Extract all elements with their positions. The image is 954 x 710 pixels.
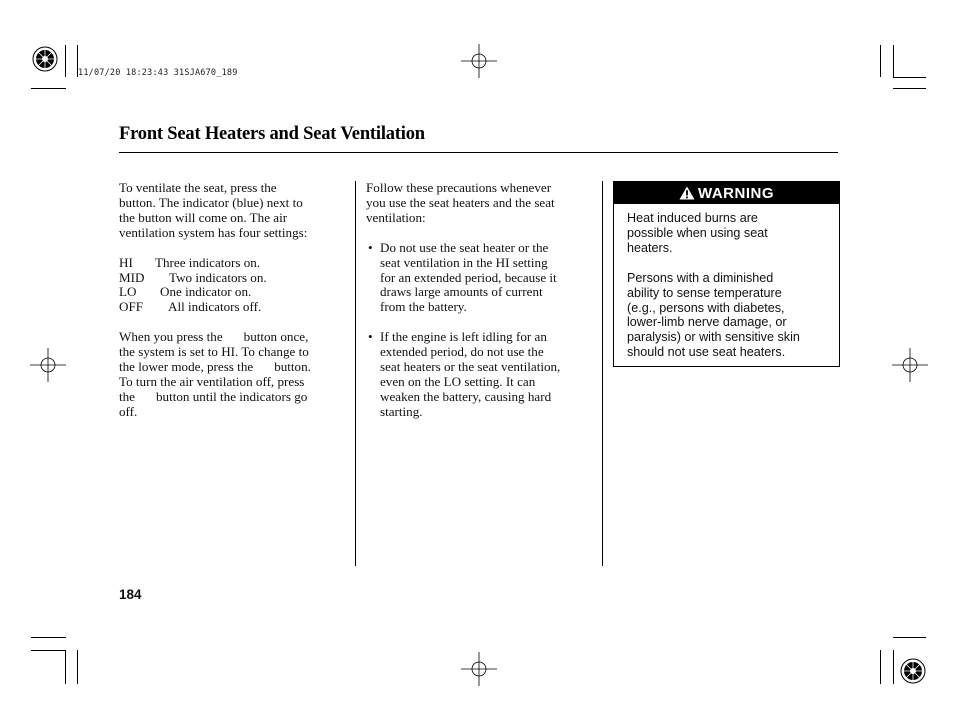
setting-row-off bbox=[119, 300, 351, 315]
para-line: To turn the air ventilation off, press bbox=[119, 373, 305, 389]
setting-desc: One indicator on. bbox=[160, 284, 252, 300]
setting-key: MID bbox=[119, 269, 145, 285]
crop-mark-line bbox=[893, 88, 926, 89]
para-line bbox=[119, 330, 351, 345]
bullet-line: for an extended period, because it bbox=[380, 269, 557, 285]
column-divider bbox=[355, 181, 356, 566]
crop-mark-line bbox=[31, 637, 66, 638]
registration-target-icon bbox=[31, 45, 59, 73]
warning-line: possible when using seat bbox=[627, 225, 768, 240]
crop-mark-line bbox=[77, 650, 78, 684]
warning-label: WARNING bbox=[698, 184, 774, 202]
setting-key: OFF bbox=[119, 299, 144, 315]
column-middle bbox=[366, 181, 598, 420]
crop-mark-line bbox=[31, 650, 66, 651]
intro-line: you use the seat heaters and the seat bbox=[366, 194, 555, 210]
warning-line: lower-limb nerve damage, or bbox=[627, 315, 787, 330]
bullet-line: even on the LO setting. It can bbox=[380, 373, 536, 389]
warning-line: Heat induced burns are bbox=[627, 211, 758, 225]
crop-mark-line bbox=[65, 45, 66, 77]
intro-line: button. The indicator (blue) next to bbox=[119, 194, 303, 210]
crosshair-mark-icon bbox=[461, 44, 497, 78]
setting-key: LO bbox=[119, 284, 137, 300]
setting-row-hi bbox=[119, 256, 351, 271]
intro-line: ventilation system has four settings: bbox=[119, 224, 308, 240]
bullet-line: If the engine is left idling for an bbox=[380, 329, 547, 345]
crop-mark-line bbox=[880, 45, 881, 77]
setting-desc: Two indicators on. bbox=[169, 269, 267, 285]
title-rule bbox=[119, 152, 838, 153]
para-line bbox=[119, 390, 351, 405]
crosshair-mark-icon bbox=[892, 348, 928, 382]
page-title: Front Seat Heaters and Seat Ventilation bbox=[119, 124, 425, 144]
bullet-line: seat heaters or the seat ventilation, bbox=[380, 359, 561, 375]
crop-mark-line bbox=[880, 650, 881, 684]
para-fragment: button until the indicators go bbox=[156, 388, 308, 404]
warning-line: (e.g., persons with diabetes, bbox=[627, 300, 785, 315]
column-left bbox=[119, 181, 351, 420]
crop-mark-line bbox=[893, 637, 926, 638]
crop-mark-line bbox=[893, 650, 894, 684]
bullet-line: Do not use the seat heater or the bbox=[380, 239, 549, 255]
warning-box bbox=[613, 181, 840, 367]
crop-mark-line bbox=[65, 650, 66, 684]
intro-line: ventilation: bbox=[366, 209, 426, 225]
intro-line: the button will come on. The air bbox=[119, 209, 288, 225]
warning-header bbox=[614, 182, 839, 204]
warning-text bbox=[614, 204, 839, 360]
warning-line: heaters. bbox=[627, 240, 673, 255]
para-fragment: the lower mode, press the bbox=[119, 359, 254, 375]
page-number: 184 bbox=[119, 587, 142, 602]
intro-line: Follow these precautions whenever bbox=[366, 180, 552, 195]
warning-triangle-icon bbox=[679, 186, 695, 200]
warning-line: paralysis) or with sensitive skin bbox=[627, 330, 800, 345]
bullet-line: from the battery. bbox=[380, 299, 467, 315]
setting-row-mid bbox=[119, 271, 351, 286]
column-divider bbox=[602, 181, 603, 566]
crop-mark-line bbox=[893, 77, 926, 78]
setting-row-lo bbox=[119, 285, 351, 300]
registration-target-icon bbox=[899, 657, 927, 685]
para-fragment: button once, bbox=[243, 329, 309, 345]
crosshair-mark-icon bbox=[461, 652, 497, 686]
setting-desc: All indicators off. bbox=[168, 299, 262, 315]
crosshair-mark-icon bbox=[30, 348, 66, 382]
precaution-bullet bbox=[366, 330, 598, 419]
bullet-line: seat ventilation in the HI setting bbox=[380, 254, 548, 270]
setting-desc: Three indicators on. bbox=[155, 254, 261, 270]
para-fragment: When you press the bbox=[119, 329, 223, 345]
bullet-line: extended period, do not use the bbox=[380, 344, 544, 360]
crop-mark-line bbox=[31, 88, 66, 89]
bullet-line: starting. bbox=[380, 403, 423, 419]
para-line bbox=[119, 360, 351, 375]
crop-mark-line bbox=[893, 45, 894, 77]
bullet-mark: • bbox=[368, 239, 373, 255]
para-line: the system is set to HI. To change to bbox=[119, 344, 309, 360]
intro-line: To ventilate the seat, press the bbox=[119, 180, 277, 195]
precaution-bullet bbox=[366, 241, 598, 316]
setting-key: HI bbox=[119, 254, 133, 270]
print-stamp: 11/07/20 18:23:43 31SJA670_189 bbox=[78, 68, 238, 78]
bullet-line: draws large amounts of current bbox=[380, 284, 543, 300]
bullet-line: weaken the battery, causing hard bbox=[380, 388, 552, 404]
bullet-mark: • bbox=[368, 329, 373, 345]
para-fragment: button. bbox=[274, 359, 311, 375]
para-line: off. bbox=[119, 403, 138, 419]
warning-line: ability to sense temperature bbox=[627, 285, 782, 300]
warning-line: should not use seat heaters. bbox=[627, 345, 786, 360]
para-fragment: the bbox=[119, 388, 135, 404]
warning-line: Persons with a diminished bbox=[627, 270, 774, 285]
